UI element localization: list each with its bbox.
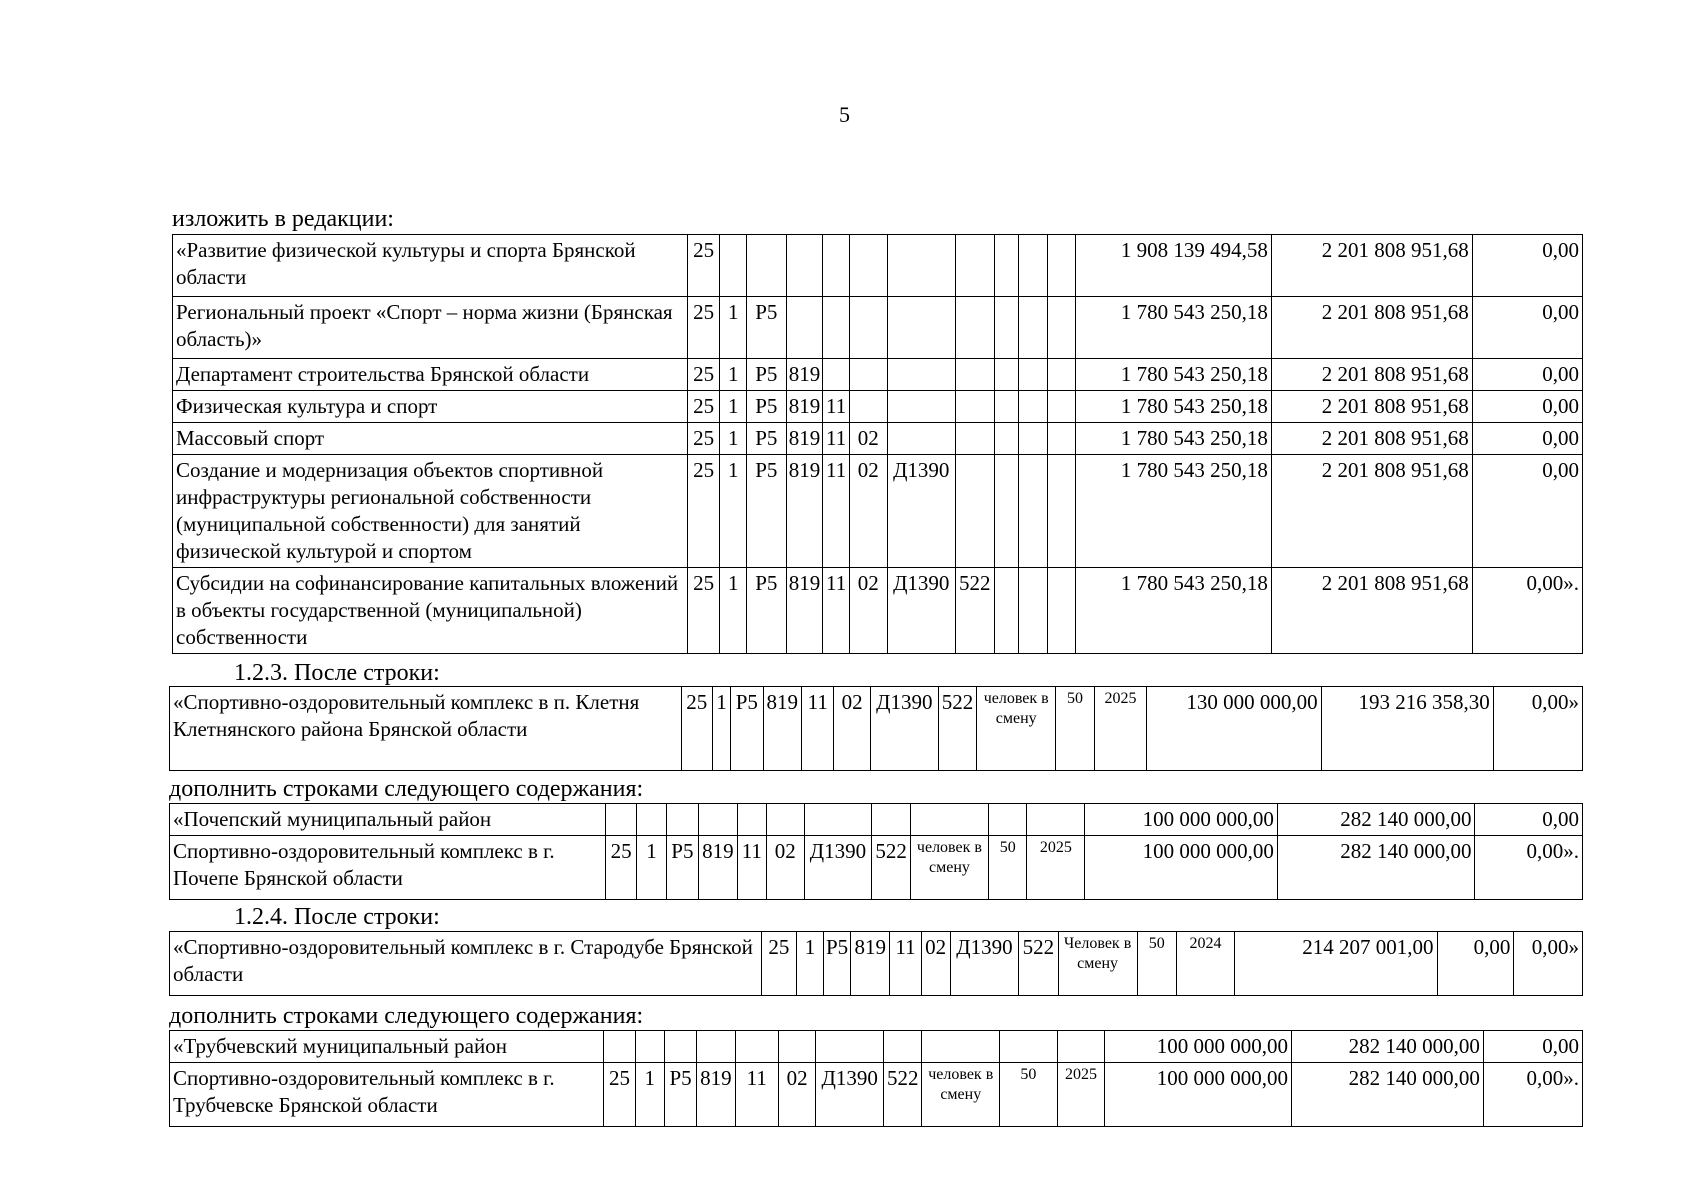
cell-code-program: 25 <box>605 836 636 900</box>
cell-code-target <box>887 297 955 359</box>
cell-code-gov: 819 <box>763 687 801 771</box>
cell-row-name: «Спортивно-оздоровительный комплекс в г. Стародубе Брянской области <box>170 932 762 996</box>
cell-code-project: Р5 <box>746 423 786 455</box>
cell-capacity <box>1019 568 1048 654</box>
heading-after-row-1-2-3: 1.2.3. После строки: <box>234 660 440 686</box>
cell-capacity <box>1019 423 1048 455</box>
cell-code-expense <box>955 423 994 455</box>
cell-amount-2: 0,00 <box>1437 932 1514 996</box>
cell-code-target <box>804 804 872 836</box>
heading-add-rows-2: дополнить строками следующего содержания: <box>169 1003 644 1029</box>
heading-after-row-1-2-4: 1.2.4. После строки: <box>234 904 440 930</box>
cell-row-name: «Развитие физической культуры и спорта Брянской области <box>173 235 688 297</box>
cell-code-expense: 522 <box>1019 932 1058 996</box>
cell-code-gov <box>786 235 823 297</box>
cell-unit: человек в смену <box>977 687 1056 771</box>
cell-code-gov: 819 <box>786 423 823 455</box>
cell-year <box>1047 235 1076 297</box>
cell-code-gov: 819 <box>697 1063 735 1127</box>
cell-unit <box>910 804 988 836</box>
cell-code-project: Р5 <box>746 359 786 391</box>
cell-amount-2: 282 140 000,00 <box>1292 1063 1484 1127</box>
cell-year <box>1047 391 1076 423</box>
cell-code-project: Р5 <box>746 568 786 654</box>
cell-capacity: 50 <box>988 836 1027 900</box>
cell-unit <box>994 297 1018 359</box>
cell-amount-1: 100 000 000,00 <box>1085 836 1278 900</box>
cell-code-expense <box>955 235 994 297</box>
cell-amount-2: 282 140 000,00 <box>1277 836 1475 900</box>
cell-amount-1: 1 780 543 250,18 <box>1076 455 1272 568</box>
cell-capacity <box>1000 1031 1058 1063</box>
cell-capacity <box>1019 235 1048 297</box>
cell-amount-2: 282 140 000,00 <box>1277 804 1475 836</box>
cell-code-section <box>735 1031 778 1063</box>
cell-code-project <box>666 804 698 836</box>
cell-code-gov: 819 <box>699 836 738 900</box>
table-row <box>173 297 1583 359</box>
cell-year: 2024 <box>1176 932 1234 996</box>
cell-amount-2: 282 140 000,00 <box>1292 1031 1484 1063</box>
cell-amount-3: 0,00 <box>1472 359 1582 391</box>
cell-year <box>1047 455 1076 568</box>
cell-code-section: 11 <box>823 455 850 568</box>
cell-code-subprogram <box>635 1031 664 1063</box>
cell-unit: человек в смену <box>910 836 988 900</box>
cell-code-project <box>664 1031 696 1063</box>
cell-unit <box>994 359 1018 391</box>
cell-amount-1: 214 207 001,00 <box>1235 932 1437 996</box>
table-row <box>170 1031 1583 1063</box>
table-row <box>173 391 1583 423</box>
cell-code-gov: 819 <box>786 359 823 391</box>
cell-unit <box>994 568 1018 654</box>
cell-amount-2: 2 201 808 951,68 <box>1271 568 1472 654</box>
cell-code-gov <box>699 804 738 836</box>
cell-amount-3: 0,00 <box>1472 391 1582 423</box>
cell-code-project: Р5 <box>664 1063 696 1127</box>
cell-code-project: Р5 <box>666 836 698 900</box>
cell-code-target: Д1390 <box>887 455 955 568</box>
cell-code-program: 25 <box>687 391 720 423</box>
cell-unit: человек в смену <box>922 1063 1000 1127</box>
cell-capacity <box>1019 391 1048 423</box>
cell-code-subprogram: 1 <box>720 568 747 654</box>
cell-year <box>1047 423 1076 455</box>
cell-code-target: Д1390 <box>804 836 872 900</box>
cell-amount-1: 1 908 139 494,58 <box>1076 235 1272 297</box>
cell-code-section: 11 <box>823 568 850 654</box>
cell-code-project <box>746 235 786 297</box>
cell-code-subsection <box>849 235 887 297</box>
table-starodub-row <box>169 931 1583 996</box>
cell-year: 2025 <box>1094 687 1147 771</box>
cell-amount-3: 0,00 <box>1483 1031 1582 1063</box>
cell-code-target <box>887 391 955 423</box>
cell-code-subsection: 02 <box>767 836 805 900</box>
cell-amount-2: 2 201 808 951,68 <box>1271 423 1472 455</box>
cell-code-project: Р5 <box>746 297 786 359</box>
cell-code-program: 25 <box>687 235 720 297</box>
cell-year: 2025 <box>1057 1063 1104 1127</box>
cell-code-subsection <box>767 804 805 836</box>
table-row <box>173 568 1583 654</box>
cell-code-expense <box>955 359 994 391</box>
cell-code-subprogram: 1 <box>720 423 747 455</box>
heading-add-rows-1: дополнить строками следующего содержания: <box>169 776 644 802</box>
cell-amount-3: 0,00 <box>1472 235 1582 297</box>
cell-row-name: Физическая культура и спорт <box>173 391 688 423</box>
cell-unit <box>994 235 1018 297</box>
heading-present-in-edition: изложить в редакции: <box>172 206 394 232</box>
cell-row-name: Массовый спорт <box>173 423 688 455</box>
cell-amount-3: 0,00». <box>1472 568 1582 654</box>
cell-code-project: Р5 <box>746 391 786 423</box>
cell-code-subprogram <box>720 235 747 297</box>
cell-amount-2: 2 201 808 951,68 <box>1271 359 1472 391</box>
cell-code-program: 25 <box>687 455 720 568</box>
cell-code-expense: 522 <box>938 687 976 771</box>
cell-code-program <box>605 804 636 836</box>
cell-capacity: 50 <box>1000 1063 1058 1127</box>
cell-code-program: 25 <box>687 297 720 359</box>
table-row <box>173 455 1583 568</box>
cell-row-name: «Спортивно-оздоровительный комплекс в п. Клетня Клетнянского района Брянской области <box>170 687 682 771</box>
cell-code-section: 11 <box>735 1063 778 1127</box>
cell-amount-1: 100 000 000,00 <box>1105 1063 1292 1127</box>
cell-amount-3: 0,00 <box>1472 423 1582 455</box>
cell-row-name: «Почепский муниципальный район <box>170 804 606 836</box>
cell-code-subsection: 02 <box>778 1063 815 1127</box>
cell-amount-3: 0,00» <box>1514 932 1583 996</box>
cell-capacity <box>1019 455 1048 568</box>
cell-amount-1: 1 780 543 250,18 <box>1076 391 1272 423</box>
cell-code-program: 25 <box>687 359 720 391</box>
table-pochep-rows <box>169 803 1583 900</box>
cell-code-project: Р5 <box>731 687 763 771</box>
cell-code-program: 25 <box>687 423 720 455</box>
cell-capacity <box>1019 297 1048 359</box>
cell-code-target: Д1390 <box>870 687 938 771</box>
cell-row-name: Создание и модернизация объектов спортивной инфраструктуры региональной собственности (муниципальной собственности) для занятий физической культурой и спортом <box>173 455 688 568</box>
cell-code-section: 11 <box>737 836 766 900</box>
cell-amount-3: 0,00 <box>1475 804 1583 836</box>
cell-code-section: 11 <box>823 423 850 455</box>
cell-amount-2: 2 201 808 951,68 <box>1271 391 1472 423</box>
cell-amount-1: 1 780 543 250,18 <box>1076 568 1272 654</box>
cell-code-expense <box>955 455 994 568</box>
table-row <box>173 359 1583 391</box>
cell-unit <box>922 1031 1000 1063</box>
cell-code-subsection: 02 <box>921 932 950 996</box>
table-row <box>170 687 1583 771</box>
cell-code-program: 25 <box>604 1063 635 1127</box>
cell-code-gov: 819 <box>786 568 823 654</box>
table-row <box>170 804 1583 836</box>
cell-code-subsection <box>778 1031 815 1063</box>
cell-amount-2: 2 201 808 951,68 <box>1271 235 1472 297</box>
cell-code-section: 11 <box>802 687 834 771</box>
cell-code-subsection: 02 <box>834 687 870 771</box>
cell-code-expense <box>884 1031 922 1063</box>
cell-code-expense <box>955 297 994 359</box>
cell-code-subprogram <box>637 804 666 836</box>
cell-amount-1: 1 780 543 250,18 <box>1076 359 1272 391</box>
table-row <box>173 235 1583 297</box>
cell-row-name: «Трубчевский муниципальный район <box>170 1031 604 1063</box>
table-main-program <box>172 234 1583 654</box>
cell-unit: Человек в смену <box>1058 932 1137 996</box>
cell-code-subsection <box>849 359 887 391</box>
cell-code-project: Р5 <box>824 932 851 996</box>
cell-unit <box>994 423 1018 455</box>
cell-code-subprogram: 1 <box>720 297 747 359</box>
table-row <box>170 932 1583 996</box>
cell-amount-1: 100 000 000,00 <box>1105 1031 1292 1063</box>
cell-amount-1: 100 000 000,00 <box>1085 804 1278 836</box>
cell-amount-3: 0,00». <box>1475 836 1583 900</box>
cell-code-subsection: 02 <box>849 423 887 455</box>
cell-code-section <box>737 804 766 836</box>
page-number: 5 <box>839 102 850 127</box>
cell-code-program: 25 <box>681 687 712 771</box>
cell-year <box>1047 568 1076 654</box>
cell-year <box>1057 1031 1104 1063</box>
cell-amount-1: 1 780 543 250,18 <box>1076 423 1272 455</box>
cell-code-subprogram: 1 <box>797 932 824 996</box>
cell-capacity <box>988 804 1027 836</box>
cell-row-name: Спортивно-оздоровительный комплекс в г. Трубчевске Брянской области <box>170 1063 604 1127</box>
cell-code-project: Р5 <box>746 455 786 568</box>
cell-row-name: Субсидии на софинансирование капитальных вложений в объекты государственной (муниципальной) собственности <box>173 568 688 654</box>
cell-capacity: 50 <box>1137 932 1176 996</box>
cell-code-target <box>816 1031 884 1063</box>
cell-code-gov <box>786 297 823 359</box>
cell-code-target <box>887 359 955 391</box>
cell-capacity: 50 <box>1056 687 1094 771</box>
cell-row-name: Спортивно-оздоровительный комплекс в г. Почепе Брянской области <box>170 836 606 900</box>
cell-amount-1: 130 000 000,00 <box>1147 687 1321 771</box>
cell-code-subprogram: 1 <box>720 455 747 568</box>
cell-code-target <box>887 235 955 297</box>
cell-amount-1: 1 780 543 250,18 <box>1076 297 1272 359</box>
cell-code-subsection: 02 <box>849 455 887 568</box>
cell-code-target: Д1390 <box>887 568 955 654</box>
cell-code-section: 11 <box>890 932 921 996</box>
cell-year: 2025 <box>1027 836 1085 900</box>
cell-code-section <box>823 359 850 391</box>
cell-row-name: Департамент строительства Брянской области <box>173 359 688 391</box>
cell-code-section <box>823 235 850 297</box>
cell-code-target: Д1390 <box>816 1063 884 1127</box>
cell-code-section <box>823 297 850 359</box>
cell-amount-2: 193 216 358,30 <box>1321 687 1493 771</box>
cell-code-gov <box>697 1031 735 1063</box>
cell-code-subsection: 02 <box>849 568 887 654</box>
cell-code-gov: 819 <box>851 932 890 996</box>
cell-code-expense: 522 <box>872 836 911 900</box>
cell-code-expense: 522 <box>884 1063 922 1127</box>
cell-code-subprogram: 1 <box>720 359 747 391</box>
cell-code-program <box>604 1031 635 1063</box>
cell-amount-3: 0,00» <box>1493 687 1582 771</box>
cell-amount-3: 0,00 <box>1472 455 1582 568</box>
cell-code-subprogram: 1 <box>712 687 730 771</box>
cell-code-section: 11 <box>823 391 850 423</box>
cell-code-gov: 819 <box>786 391 823 423</box>
cell-code-subprogram: 1 <box>635 1063 664 1127</box>
table-row <box>173 423 1583 455</box>
cell-code-program: 25 <box>687 568 720 654</box>
cell-code-expense <box>872 804 911 836</box>
cell-year <box>1027 804 1085 836</box>
table-row <box>170 1063 1583 1127</box>
cell-amount-2: 2 201 808 951,68 <box>1271 455 1472 568</box>
cell-code-expense <box>955 391 994 423</box>
cell-code-subsection <box>849 297 887 359</box>
cell-code-subsection <box>849 391 887 423</box>
cell-amount-2: 2 201 808 951,68 <box>1271 297 1472 359</box>
cell-code-gov: 819 <box>786 455 823 568</box>
table-row <box>170 836 1583 900</box>
cell-code-subprogram: 1 <box>720 391 747 423</box>
cell-amount-3: 0,00 <box>1472 297 1582 359</box>
cell-capacity <box>1019 359 1048 391</box>
cell-unit <box>994 391 1018 423</box>
cell-year <box>1047 297 1076 359</box>
cell-code-target: Д1390 <box>950 932 1019 996</box>
cell-year <box>1047 359 1076 391</box>
cell-code-target <box>887 423 955 455</box>
cell-code-subprogram: 1 <box>637 836 666 900</box>
table-trubchevsk-rows <box>169 1030 1583 1127</box>
cell-code-program: 25 <box>761 932 796 996</box>
cell-row-name: Региональный проект «Спорт – норма жизни (Брянская область)» <box>173 297 688 359</box>
table-kletnya-row <box>169 686 1583 771</box>
cell-code-expense: 522 <box>955 568 994 654</box>
cell-unit <box>994 455 1018 568</box>
cell-amount-3: 0,00». <box>1483 1063 1582 1127</box>
